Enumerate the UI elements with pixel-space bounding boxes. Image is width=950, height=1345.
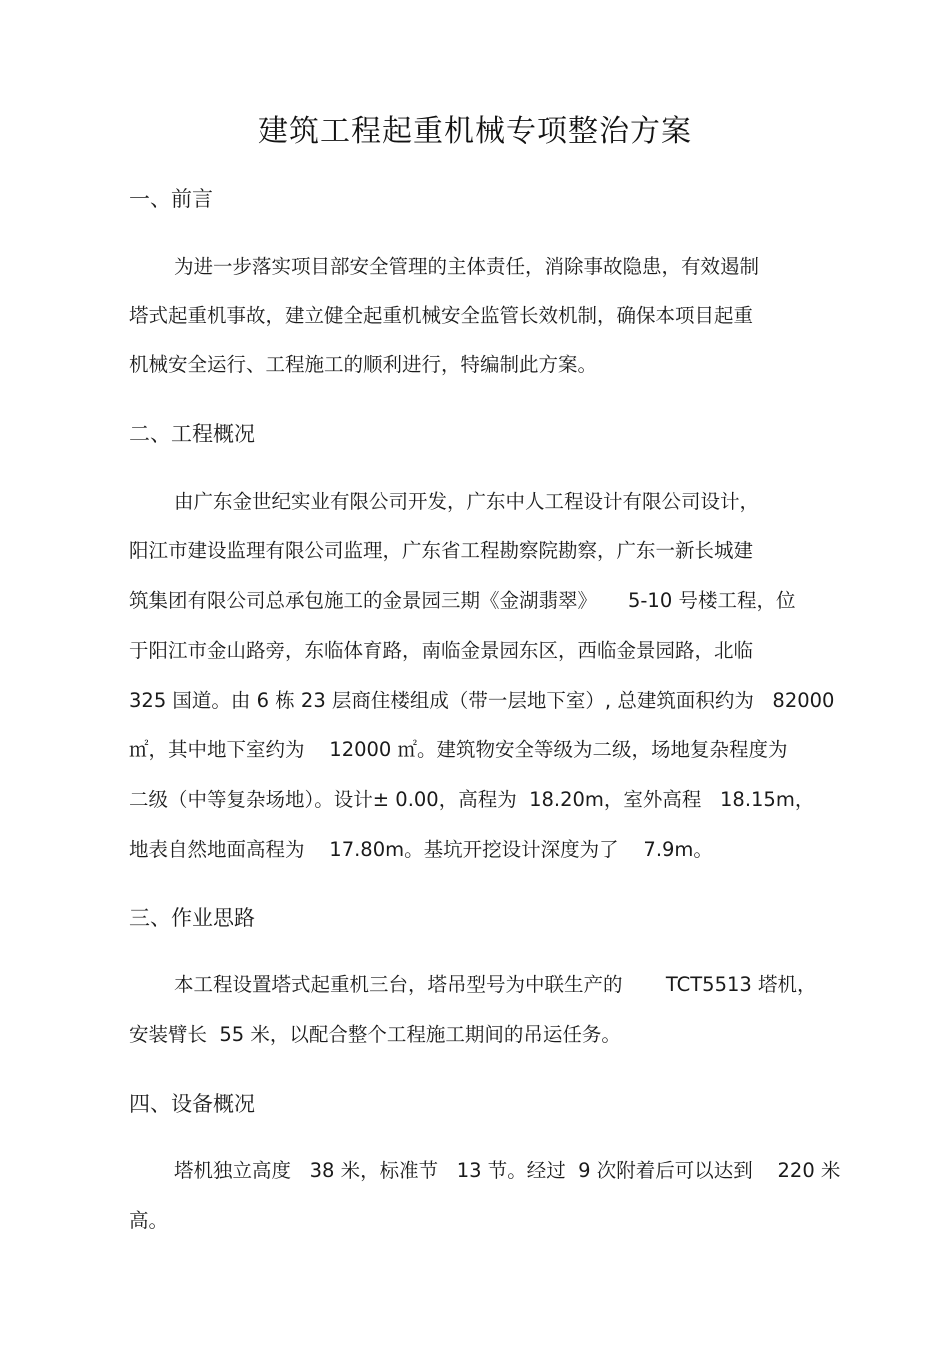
paragraph-line: 地表自然地面高程为 17.80m。基坑开挖设计深度为了 7.9m。 — [129, 838, 713, 861]
section-heading-equipment-overview: 四、设备概况 — [129, 1092, 255, 1116]
paragraph-line: ㎡，其中地下室约为 12000 ㎡。建筑物安全等级为二级，场地复杂程度为 — [129, 738, 788, 761]
paragraph-line: 二级（中等复杂场地）。设计± 0.00，高程为 18.20m，室外高程 18.15m， — [129, 788, 815, 811]
paragraph-line: 本工程设置塔式起重机三台，塔吊型号为中联生产的 TCT5513 塔机， — [174, 973, 817, 996]
paragraph-line: 高。 — [129, 1209, 169, 1232]
section-heading-work-approach: 三、作业思路 — [129, 906, 255, 930]
section-heading-preface: 一、前言 — [129, 187, 213, 211]
paragraph-line: 为进一步落实项目部安全管理的主体责任，消除事故隐患，有效遏制 — [174, 255, 760, 278]
paragraph-line: 塔机独立高度 38 米，标准节 13 节。经过 9 次附着后可以达到 220 米 — [174, 1159, 841, 1182]
paragraph-line: 325 国道。由 6 栋 23 层商住楼组成（带一层地下室）, 总建筑面积约为 82000 — [129, 689, 835, 712]
paragraph-line: 塔式起重机事故，建立健全起重机械安全监管长效机制，确保本项目起重 — [129, 304, 754, 327]
paragraph-line: 于阳江市金山路旁，东临体育路，南临金景园东区，西临金景园路，北临 — [129, 639, 754, 662]
paragraph-line: 安装臂长 55 米，以配合整个工程施工期间的吊运任务。 — [129, 1023, 621, 1046]
paragraph-line: 筑集团有限公司总承包施工的金景园三期《金湖翡翠》 5-10 号楼工程，位 — [129, 589, 796, 612]
paragraph-line: 阳江市建设监理有限公司监理，广东省工程勘察院勘察，广东一新长城建 — [129, 539, 754, 562]
section-heading-project-overview: 二、工程概况 — [129, 422, 255, 446]
paragraph-line: 由广东金世纪实业有限公司开发，广东中人工程设计有限公司设计， — [174, 490, 760, 513]
paragraph-line: 机械安全运行、工程施工的顺利进行，特编制此方案。 — [129, 353, 598, 376]
document-title: 建筑工程起重机械专项整治方案 — [258, 114, 692, 149]
